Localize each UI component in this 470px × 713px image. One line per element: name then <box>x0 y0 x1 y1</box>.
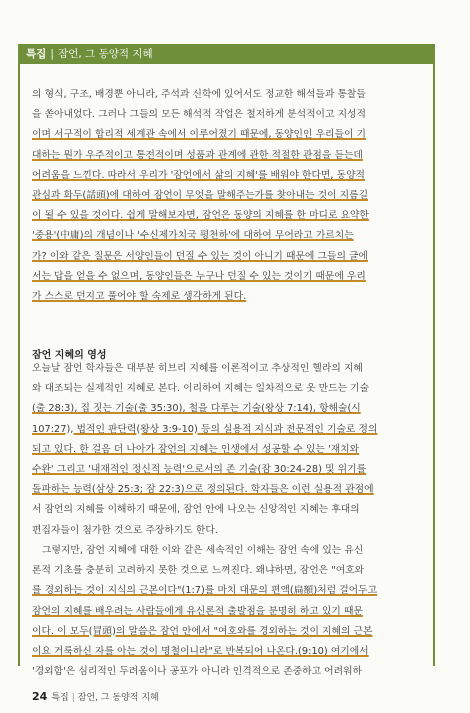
text-line: 를 경외하는 것이 지식의 근본이다"(1:7)를 마치 대문의 편액(扁額)처럼 걸어두고 <box>32 585 378 597</box>
text-line: 이 될 수 있을 것이다. 쉽게 말해보자면, 잠언은 동양의 지혜를 한 마디로 요약한 <box>32 210 369 222</box>
footer-title: 잠언, 그 동양적 지혜 <box>77 693 159 703</box>
text-line: 107:27), 법적인 판단력(왕상 3:9-10) 등의 실용적 지식과 전문적인 기술로 정의 <box>32 423 378 435</box>
header-text <box>26 46 153 62</box>
text-line: 을 쏟아내었다. 그러나 그들의 모든 해석적 작업은 철저하게 분석적이고 지성적 <box>32 109 366 121</box>
text-line: (출 28:3), 집 짓는 기술(출 35:30), 철을 다루는 기술(왕상 7:14), 항해술(시 <box>32 403 361 415</box>
text-line: 가 스스로 던지고 풀어야 할 숙제로 생각하게 된다. <box>32 290 247 302</box>
text-line: 관심과 화두(話頭)에 대하여 잠언이 무엇을 말해주는가를 찾아내는 것이 지름길 <box>32 189 369 201</box>
text-line: 서는 답을 얻을 수 없으며, 동양인들은 누구나 던질 수 있는 것이기 때문에 우리 <box>32 270 366 282</box>
text-line: 돌파하는 능력(삼상 25:3; 잠 22:3)으로 정의된다. 학자들은 이런 실용적 관점에 <box>32 484 374 496</box>
text-line: 이다. 이 모두(冒頭)의 말씀은 잠언 안에서 "여호와를 경외하는 것이 지혜의 근본 <box>32 625 373 637</box>
page-footer <box>32 690 159 703</box>
text-line: 론적 기초를 충분히 고려하지 못한 것으로 느껴진다. 왜냐하면, 잠언은 "여호와 <box>32 565 365 577</box>
header-separator: | <box>50 48 55 60</box>
text-line: 편집자들이 첨가한 것으로 주장하기도 한다. <box>32 524 218 536</box>
text-line: '중용'(中庸)의 개념이나 '수신제가치국 평천하'에 대하여 무어라고 가르치는 <box>32 230 354 242</box>
section-title: 잠언 지혜의 영성 <box>32 350 107 361</box>
text-line: 의 형식, 구조, 배경뿐 아니라, 주석과 신학에 있어서도 정교한 해석들과 통찰들 <box>32 89 366 100</box>
header-title: 잠언, 그 동양적 지혜 <box>58 48 153 60</box>
page-number: 24 <box>32 690 48 703</box>
paragraph-3 <box>32 541 422 682</box>
text-line: 어려움을 느낀다. 따라서 우리가 '잠언에서 삶의 지혜'를 배워야 한다면, 동양적 <box>32 169 366 181</box>
text-line: 오늘날 잠언 학자들은 대부분 히브리 지혜를 이론적이고 추상적인 헬라의 지혜 <box>32 363 363 374</box>
text-line: 되고 있다. 한 걸음 더 나아가 잠언의 지혜는 인생에서 성공할 수 있는 '재치와 <box>32 443 360 455</box>
text-line: 이며 서구적이 합리적 세계관 속에서 이루어졌기 때문에, 동양인인 우리들이 기 <box>32 129 366 141</box>
text-line: 이요 거룩하신 자를 아는 것이 명철이니라"로 반복되어 나온다.(9:10) 여기에서 <box>32 645 369 657</box>
text-line: 대하는 뭔가 우주적이고 통전적이며 성품과 관계에 관한 적절한 관점을 듣는데 <box>32 149 363 161</box>
paragraph-1 <box>32 85 422 307</box>
text-line: 잠언의 지혜를 배우려는 사람들에게 유신론적 출발점을 분명히 하고 있기 때문 <box>32 605 363 617</box>
text-line: 서 잠언의 지혜를 이해하기 때문에, 잠언 안에 나오는 신앙적인 지혜는 후대의 <box>32 504 360 516</box>
header-tag: 특집 <box>26 48 47 60</box>
paragraph-2 <box>32 359 422 541</box>
section-header-bar <box>18 44 435 64</box>
text-line: 수완' 그리고 '내재적인 정신적 능력'으로서의 존 기술(잠 30:24-28) 및 위기를 <box>32 463 367 475</box>
text-line: 가? 이와 같은 질문은 서양인들이 던질 수 있는 것이 아니기 때문에 그들의 글에 <box>32 250 368 262</box>
footer-tag: 특집 <box>51 693 69 703</box>
footer-separator: | <box>71 693 75 703</box>
text-line: 와 대조되는 실제적인 지혜로 본다. 이리하여 지혜는 일차적으로 옷 만드는 기술 <box>32 383 370 395</box>
text-line: '경외함'은 심리적인 두려움이나 공포가 아니라 인격적으로 존중하고 어려워하 <box>32 666 363 678</box>
text-line: 그렇지만, 잠언 지혜에 대한 이와 같은 세속적인 이해는 잠언 속에 있는 유신 <box>42 545 364 556</box>
